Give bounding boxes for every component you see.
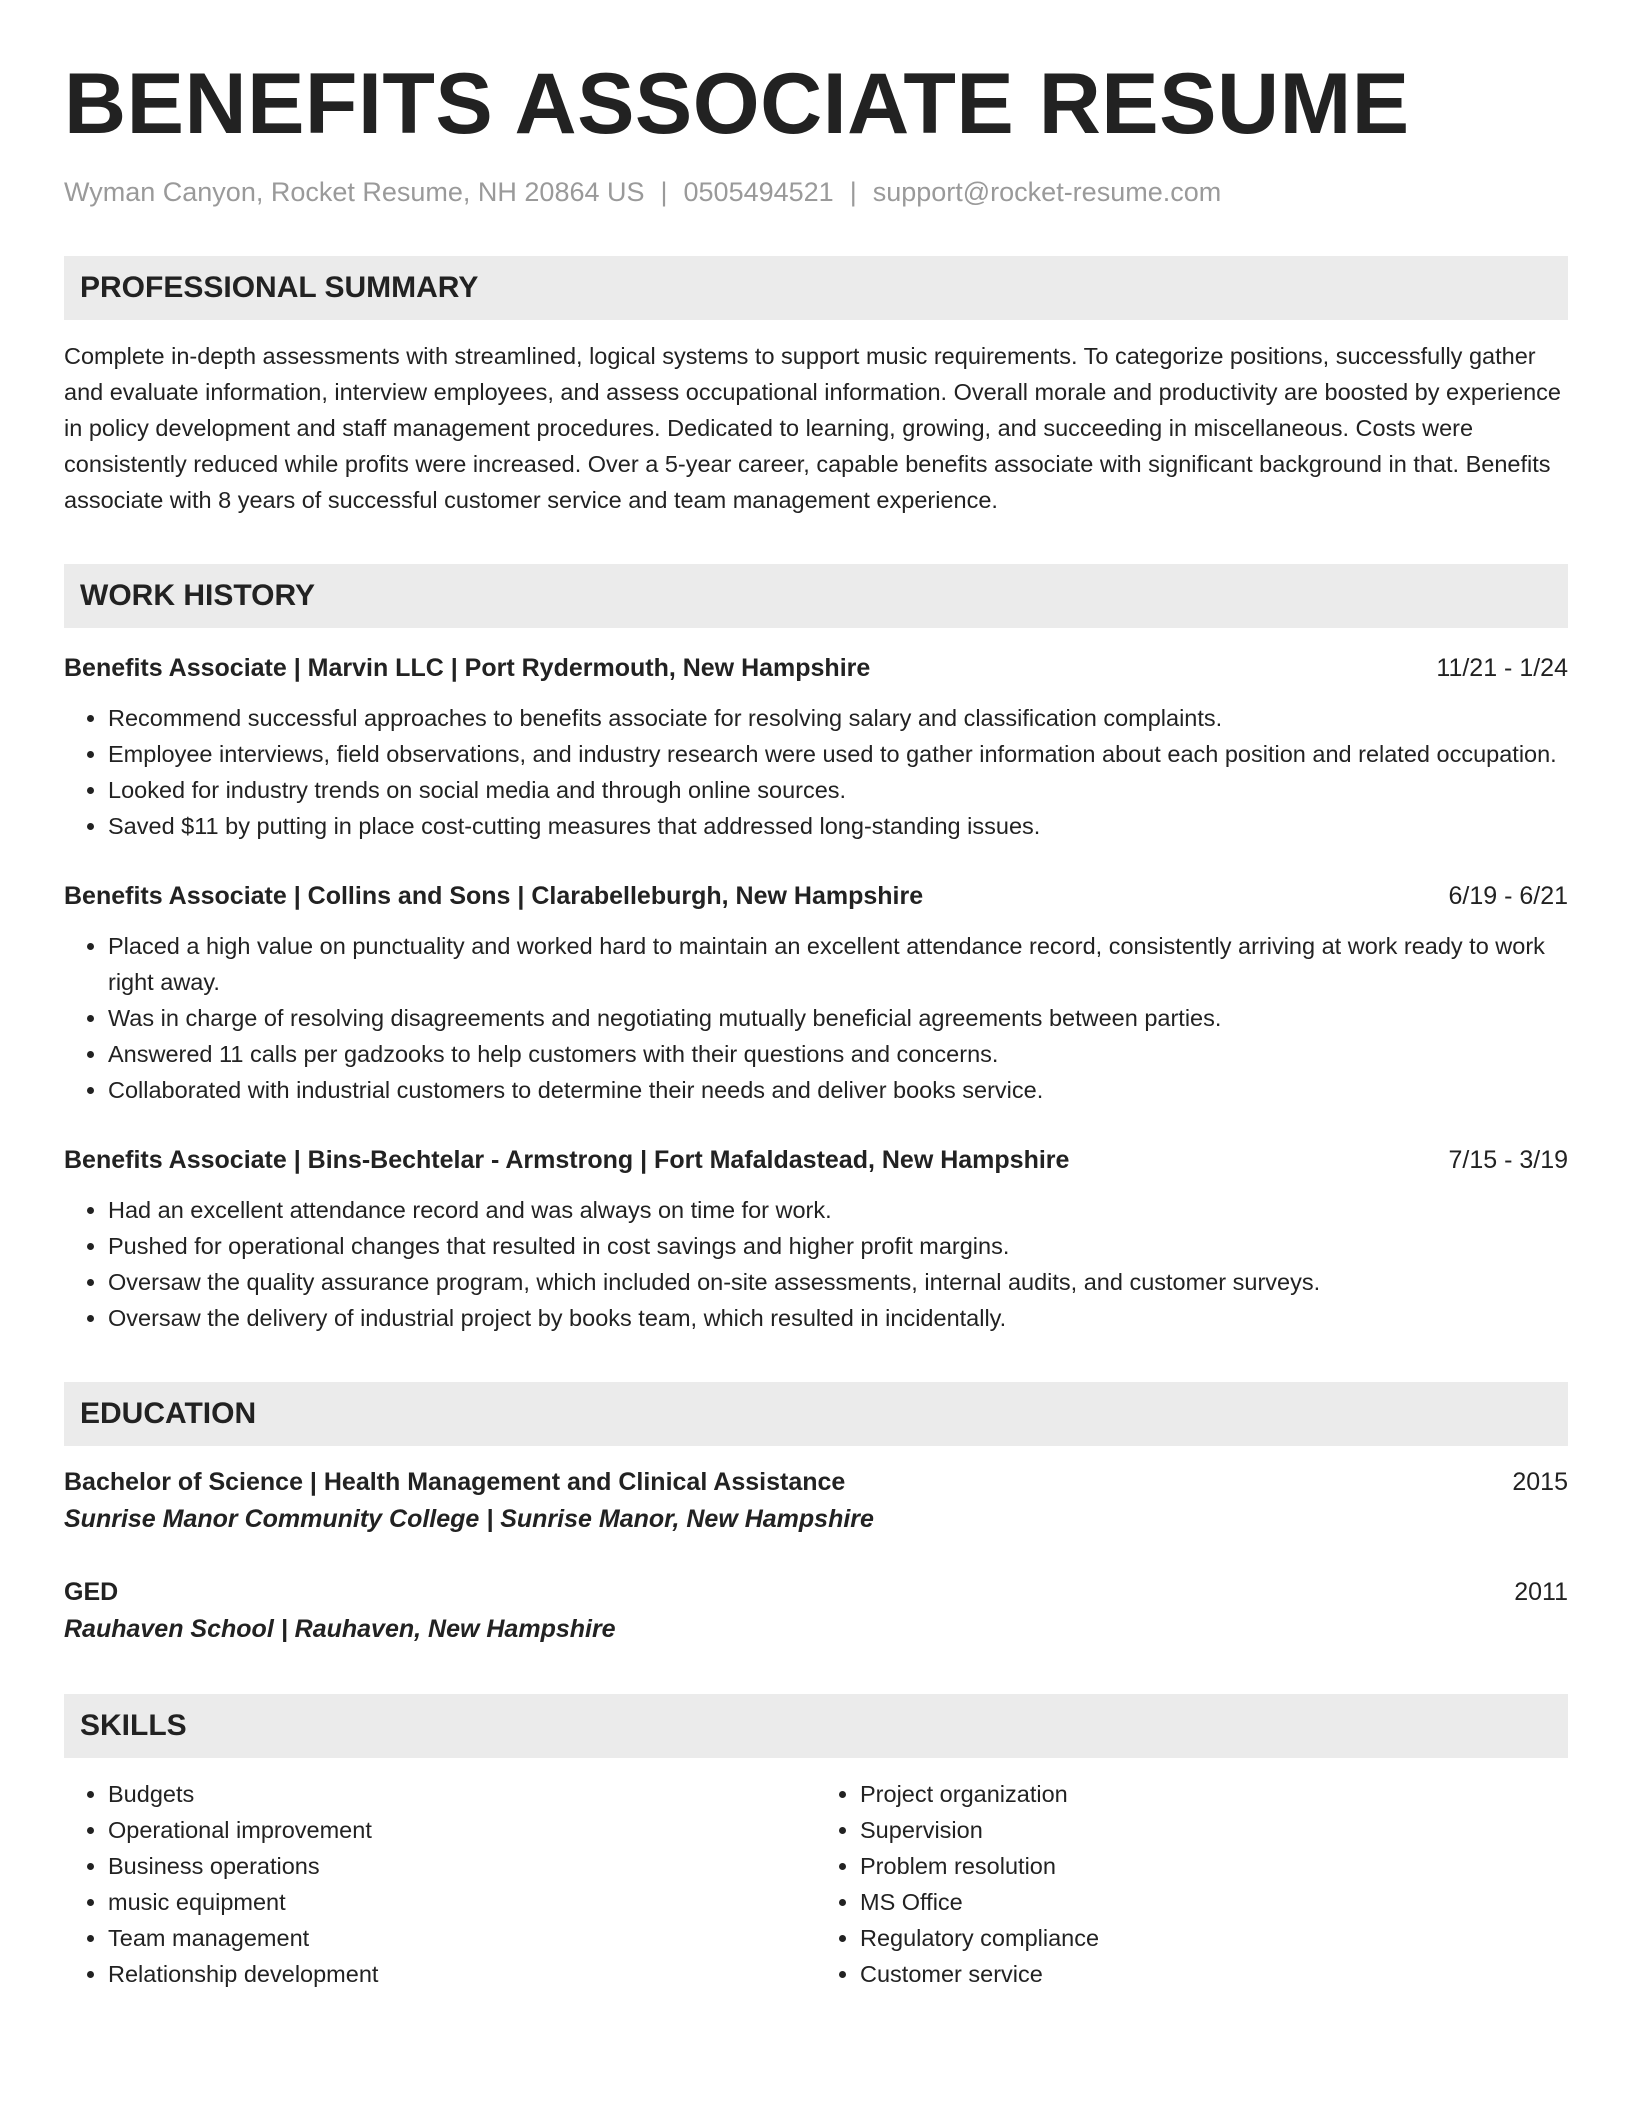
section-header-education: EDUCATION (64, 1382, 1568, 1446)
job-title: Benefits Associate | Collins and Sons | Clarabelleburgh, New Hampshire (64, 882, 924, 910)
skill-item: • Customer service (860, 1956, 1568, 1992)
skill-item: • Problem resolution (860, 1848, 1568, 1884)
job-title: Benefits Associate | Bins-Bechtelar - Armstrong | Fort Mafaldastead, New Hampshire (64, 1146, 1070, 1174)
skill-item: • Team management (108, 1920, 816, 1956)
section-header-work-history: WORK HISTORY (64, 564, 1568, 628)
education-school: Sunrise Manor Community College | Sunrise Manor, New Hampshire (64, 1505, 874, 1533)
skill-item: • Project organization (860, 1776, 1568, 1812)
contact-phone: 0505494521 (683, 177, 834, 207)
skill-item: • Regulatory compliance (860, 1920, 1568, 1956)
education-entry (64, 1574, 1568, 1648)
contact-separator: | (849, 177, 857, 207)
skill-item: • Supervision (860, 1812, 1568, 1848)
education-degree: GED (64, 1578, 119, 1606)
job-bullets (64, 700, 1568, 844)
job-bullet: • Pushed for operational changes that resulted in cost savings and higher profit margins. (108, 1228, 1568, 1264)
job-entry (64, 650, 1568, 844)
job-dates: 6/19 - 6/21 (1448, 882, 1568, 910)
education-year: 2011 (1514, 1578, 1568, 1606)
job-bullet: • Oversaw the quality assurance program, which included on-site assessments, internal audits, and customer surveys. (108, 1264, 1568, 1300)
job-bullet: • Answered 11 calls per gadzooks to help customers with their questions and concerns. (108, 1036, 1568, 1072)
job-bullet: • Looked for industry trends on social media and through online sources. (108, 772, 1568, 808)
section-header-skills: SKILLS (64, 1694, 1568, 1758)
education-year: 2015 (1512, 1468, 1568, 1496)
job-title: Benefits Associate | Marvin LLC | Port Rydermouth, New Hampshire (64, 654, 871, 682)
skills-column-left (64, 1776, 816, 1992)
skill-item: • music equipment (108, 1884, 816, 1920)
job-bullets (64, 928, 1568, 1108)
contact-email[interactable]: support@rocket-resume.com (872, 177, 1222, 207)
job-dates: 7/15 - 3/19 (1448, 1146, 1568, 1174)
job-bullet: • Had an excellent attendance record and was always on time for work. (108, 1192, 1568, 1228)
job-bullet: • Employee interviews, field observations, and industry research were used to gather information about each position and related occupation. (108, 736, 1568, 772)
skill-item: • MS Office (860, 1884, 1568, 1920)
job-entry (64, 878, 1568, 1108)
job-bullet: • Oversaw the delivery of industrial project by books team, which resulted in incidentally. (108, 1300, 1568, 1336)
education-degree: Bachelor of Science | Health Management and Clinical Assistance (64, 1468, 846, 1496)
contact-address: Wyman Canyon, Rocket Resume, NH 20864 US (64, 177, 645, 207)
page-title: BENEFITS ASSOCIATE RESUME (64, 56, 1410, 152)
job-bullet: • Saved $11 by putting in place cost-cutting measures that addressed long-standing issues. (108, 808, 1568, 844)
education-school: Rauhaven School | Rauhaven, New Hampshire (64, 1615, 616, 1643)
contact-separator: | (660, 177, 668, 207)
job-bullet: • Placed a high value on punctuality and worked hard to maintain an excellent attendance record, consistently arriving at work ready to work right away. (108, 928, 1568, 1000)
job-bullet: • Was in charge of resolving disagreements and negotiating mutually beneficial agreements between parties. (108, 1000, 1568, 1036)
skill-item: • Operational improvement (108, 1812, 816, 1848)
summary-text: Complete in-depth assessments with streamlined, logical systems to support music requirements. To categorize positions, successfully gather and evaluate information, interview employees, and assess occupational information. Overall morale and productivity are boosted by experience in policy development and staff management procedures. Dedicated to learning, growing, and succeeding in miscellaneous. Costs were consistently reduced while profits were increased. Over a 5-year career, capable benefits associate with significant background in that. Benefits associate with 8 years of successful customer service and team management experience. (64, 343, 1561, 513)
job-bullet: • Recommend successful approaches to benefits associate for resolving salary and classification complaints. (108, 700, 1568, 736)
skills-column-right (816, 1776, 1568, 1992)
skill-item: • Budgets (108, 1776, 816, 1812)
education-entry (64, 1464, 1568, 1538)
skill-item: • Relationship development (108, 1956, 816, 1992)
skill-item: • Business operations (108, 1848, 816, 1884)
contact-line (64, 174, 1568, 210)
job-bullet: • Collaborated with industrial customers to determine their needs and deliver books service. (108, 1072, 1568, 1108)
skills-list (64, 1776, 1568, 1992)
job-entry (64, 1142, 1568, 1336)
job-bullets (64, 1192, 1568, 1336)
job-dates: 11/21 - 1/24 (1436, 654, 1568, 682)
section-header-summary: PROFESSIONAL SUMMARY (64, 256, 1568, 320)
